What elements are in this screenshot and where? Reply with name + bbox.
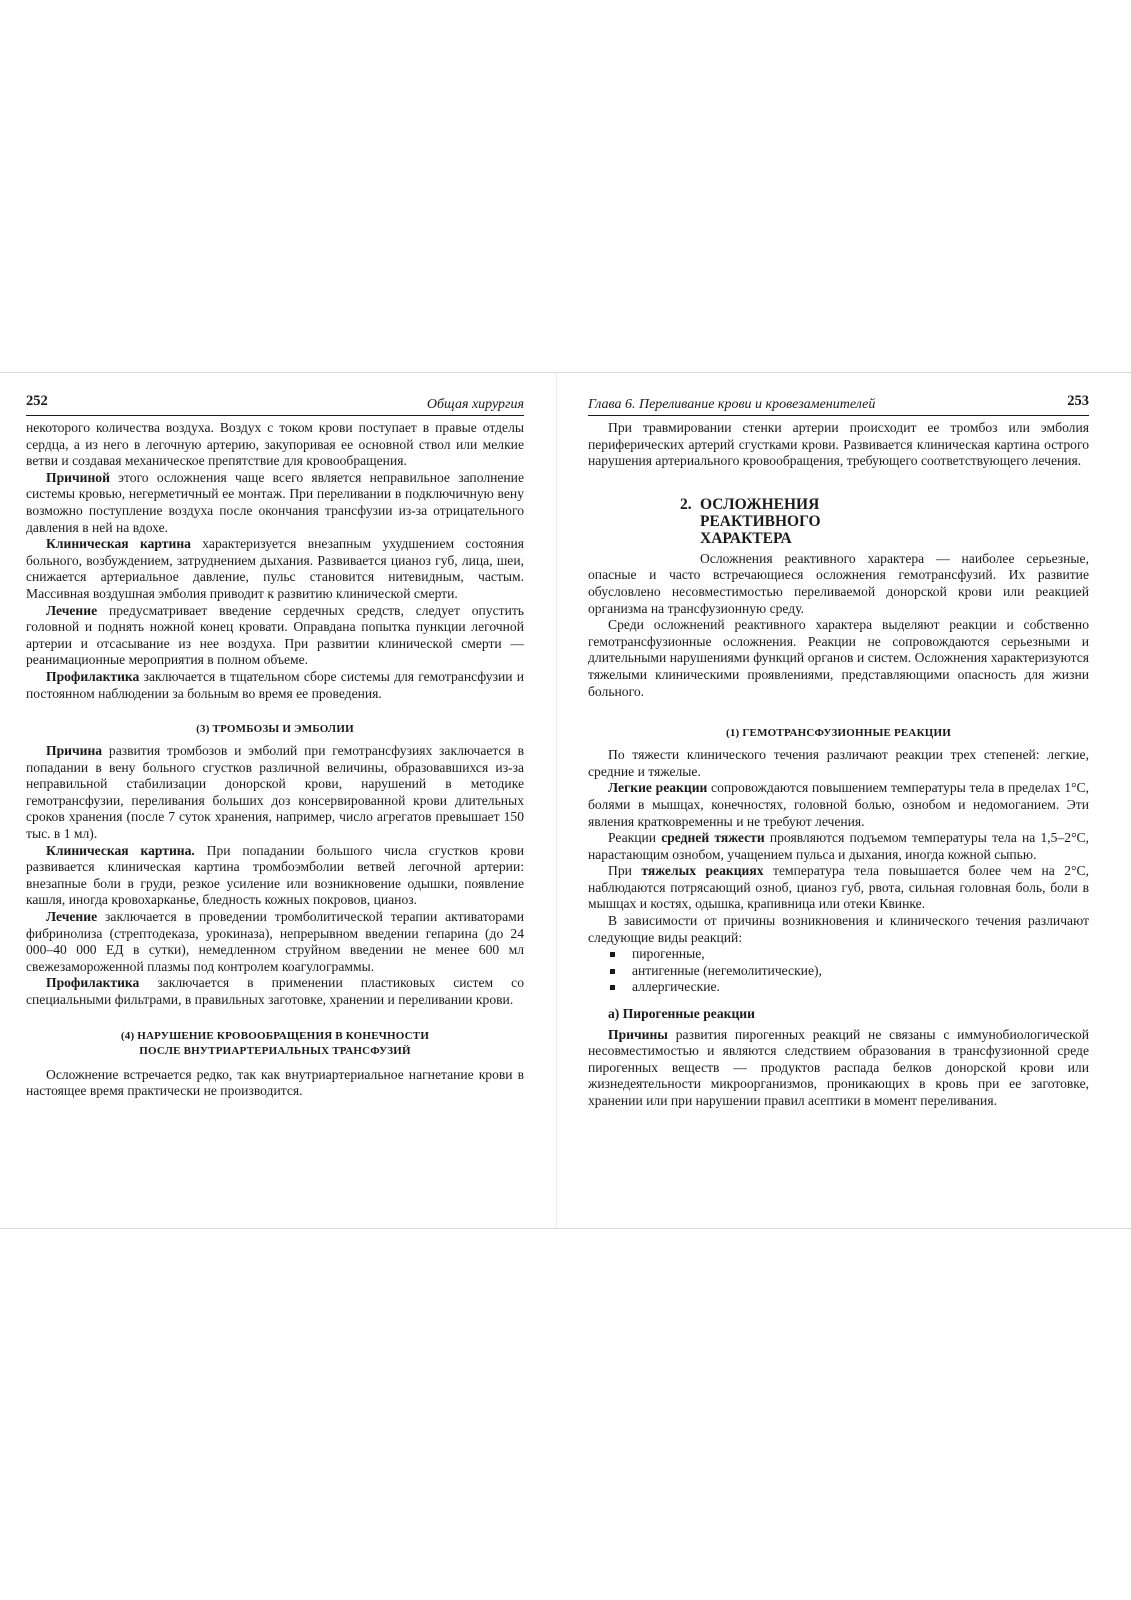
running-title: Глава 6. Переливание крови и кровезаменителей: [588, 397, 876, 412]
paragraph: [588, 830, 1089, 863]
section-heading: (3) ТРОМБОЗЫ И ЭМБОЛИИ: [196, 723, 354, 736]
paragraph-text: заключается в применении пластиковых систем со специальными фильтрами, в правильных заготовке, хранении и переливании крови.: [26, 975, 524, 1007]
paragraph: [588, 1027, 1089, 1110]
term: Профилактика: [46, 975, 140, 991]
section-heading-line: ПОСЛЕ ВНУТРИАРТЕРИАЛЬНЫХ ТРАНСФУЗИЙ: [139, 1044, 411, 1057]
paragraph: [26, 536, 524, 602]
paragraph-text: проявляются подъемом температуры тела на 1,5–2°С, нарастающим ознобом, учащением пульса и дыхания, иногда кожной сыпью.: [588, 830, 1089, 862]
paragraph-text: температура тела повышается более чем на 2°С, наблюдаются потрясающий озноб, цианоз губ, рвота, сильная головная боль, боли в мышцах и костях, одышка, крапивница или отеки Квинке.: [588, 863, 1089, 912]
paragraph: [26, 603, 524, 669]
book-spread: [0, 372, 1131, 1229]
paragraph: Осложнение встречается редко, так как внутриартериальное нагнетание крови в настоящее время практически не производится.: [26, 1066, 524, 1099]
term: Профилактика: [46, 668, 140, 684]
right-page: [588, 391, 1089, 1110]
section-heading: [26, 1029, 524, 1059]
paragraph: [26, 975, 524, 1008]
term: Легкие реакции: [608, 780, 708, 796]
paragraph-text: развития тромбозов и эмболий при гемотрансфузиях заключается в попадании в вену больного сгустков различной величины, образовавшихся из-за неправильной стабилизации донорской крови, нарушений в методике гемотрансфузии, переливания больших доз консервированной крови длительных сроков хранения (после 7 суток хранения, например, число агрегатов превышает 150 тыс. в 1 мл).: [26, 743, 524, 842]
paragraph-text: этого осложнения чаще всего является неправильное заполнение системы кровью, негерметичный ее монтаж. При переливании в подключичную вену возможно поступление воздуха после окончания трансфузии из-за отрицательного давления в ней на вдохе.: [26, 469, 524, 535]
paragraph-text: При: [608, 863, 642, 879]
paragraph: При травмировании стенки артерии происходит ее тромбоз или эмболия периферических артерий сгустками крови. Развивается клиническая картина острого нарушения артериального кровообращения, требующего соответствующего лечения.: [588, 420, 1089, 469]
page-number: 252: [26, 393, 48, 409]
list-item: антигенные (негемолитические),: [608, 963, 1089, 980]
chapter-heading: [680, 496, 1089, 547]
paragraph: По тяжести клинического течения различают реакции трех степеней: легкие, средние и тяжелые.: [588, 747, 1089, 779]
paragraph: [26, 909, 524, 975]
term: Причиной: [46, 469, 110, 485]
term: Причина: [46, 743, 103, 759]
paragraph: В зависимости от причины возникновения и клинического течения различают следующие виды реакций:: [588, 913, 1089, 945]
running-title: Общая хирургия: [426, 397, 524, 412]
paragraph: Среди осложнений реактивного характера выделяют реакции и собственно гемотрансфузионные осложнения. Реакции не сопровождаются серьезными и длительными нарушениями функций органов и систем. Осложнения характеризуются тяжелыми клиническими проявлениями, представляющими опасность для жизни больного.: [588, 617, 1089, 699]
term: Клиническая картина: [46, 536, 191, 552]
term: Лечение: [46, 602, 98, 618]
term: тяжелых реакциях: [641, 863, 764, 879]
paragraph: [588, 780, 1089, 830]
section-heading-line: (4) НАРУШЕНИЕ КРОВООБРАЩЕНИЯ В КОНЕЧНОСТИ: [120, 1029, 430, 1042]
chapter-title-line: РЕАКТИВНОГО: [700, 512, 821, 530]
paragraph: [26, 843, 524, 909]
subsection-heading: а) Пирогенные реакции: [608, 1006, 755, 1022]
chapter-number: 2.: [680, 495, 692, 513]
term: средней тяжести: [661, 830, 765, 846]
paragraph-text: заключается в тщательном сборе системы для гемотрансфузии и постоянном наблюдении за больным во время ее проведения.: [26, 668, 524, 701]
section-heading: (1) ГЕМОТРАНСФУЗИОННЫЕ РЕАКЦИИ: [725, 727, 952, 740]
paragraph-text: Реакции: [608, 830, 662, 846]
reaction-types-list: [608, 946, 1089, 996]
paragraph-text: заключается в проведении тромболитической терапии активаторами фибринолиза (стрептодеказа, урокиназа), непрерывном введении гепарина (до 24 000–40 000 ЕД в сутки), немедленном струйном введении не менее 600 мл свежезамороженной плазмы под контролем коагулограммы.: [26, 909, 524, 974]
list-item: аллергические.: [608, 979, 1089, 996]
paragraph-text: предусматривает введение сердечных средств, следует опустить головной и поднять ножной конец кровати. Оправдана попытка пункции легочной артерии и отсасывание из нее воздуха. При развитии клинической смерти — реанимационные мероприятия в полном объеме.: [26, 602, 524, 668]
term: Лечение: [46, 909, 98, 925]
paragraph-text: сопровождаются повышением температуры тела в пределах 1°С, болями в мышцах, конечностях, головной болью, ознобом и недомоганием. Эти явления кратковременны и не требуют лечения.: [588, 780, 1089, 829]
page-gutter: [556, 373, 557, 1228]
chapter-title-line: ОСЛОЖНЕНИЯ: [700, 495, 820, 513]
paragraph: [26, 470, 524, 536]
term: Причины: [608, 1026, 668, 1042]
chapter-title: [700, 496, 821, 547]
paragraph: [588, 863, 1089, 913]
paragraph: [26, 743, 524, 843]
term: Клиническая картина.: [46, 842, 195, 858]
paragraph: [26, 669, 524, 702]
chapter-title-line: ХАРАКТЕРА: [700, 529, 792, 547]
page-number: 253: [1067, 393, 1089, 409]
paragraph-text: развития пирогенных реакций не связаны с иммунобиологической несовместимостью и являются следствием образования в трансфузионной среде пирогенных веществ — продуктов распада белков донорской крови или жизнедеятельности микроорганизмов, проникающих в кровь при ее заготовке, хранении или при нарушении правил асептики в момент переливания.: [588, 1026, 1089, 1108]
running-header: [26, 391, 524, 416]
paragraph-text: При попадании большого числа сгустков крови развивается клиническая картина тромбоэмболии ветвей легочной артерии: внезапные боли в груди, резкое усиление или возникновение одышки, появление кашля, иногда кровохарканье, бледность кожных покровов, цианоз.: [26, 842, 524, 908]
paragraph: некоторого количества воздуха. Воздух с током крови поступает в правые отделы сердца, а из него в легочную артерию, закупоривая ее основной ствол или мелкие ветви и создавая механическое препятствие для кровообращения.: [26, 420, 524, 469]
paragraph-text: характеризуется внезапным ухудшением состояния больного, возбуждением, затруднением дыхания. Развивается цианоз губ, лица, шеи, снижается артериальное давление, пульс становится нитевидным, частым. Массивная воздушная эмболия приводит к развитию клинической смерти.: [26, 536, 524, 601]
paragraph: Осложнения реактивного характера — наиболее серьезные, опасные и часто встречающиеся осложнения гемотрансфузий. Их развитие обусловлено несовместимостью переливаемой донорской крови или реакцией организма на трансфузионную среду.: [588, 550, 1089, 616]
list-item: пирогенные,: [608, 946, 1089, 963]
running-header: [588, 391, 1089, 416]
left-page: [26, 391, 524, 1100]
